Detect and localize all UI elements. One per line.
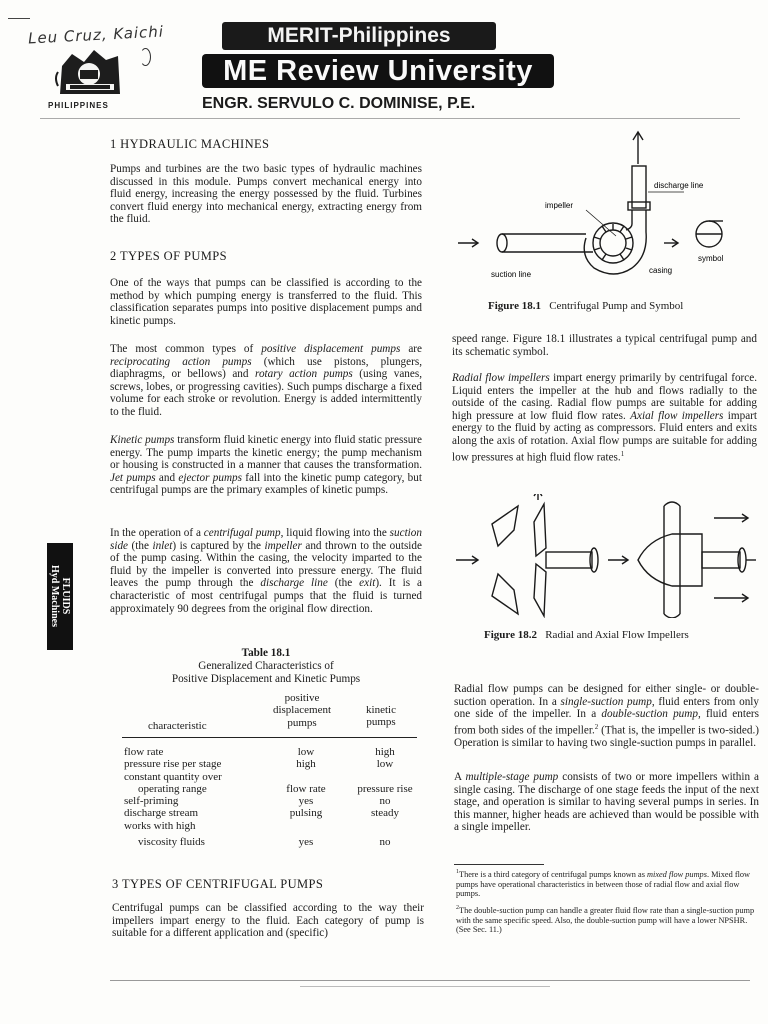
section-2-paragraph-2: The most common types of positive displacement pumps are reciprocating action pumps (which use pistons, plungers, diaphragms, or bellows) and rotary action pumps (using vanes, screws, lobes, or progressing cavities). Such pumps discharge a fixed volume for each stroke or revolution. Energy is added intermittently to the fluid.: [110, 343, 423, 418]
table-head-kinetic: kinetic pumps: [366, 704, 396, 729]
merit-logo-icon: [48, 44, 128, 100]
banner-main: ME Review University: [202, 54, 554, 88]
page-bottom-rule: [110, 980, 750, 981]
section-3-paragraph: Centrifugal pumps can be classified according to the way their impellers impart energy to the fluid. Each category of pump is suitable for a different application and (specific): [112, 902, 424, 940]
logo-caption: PHILIPPINES: [48, 101, 109, 110]
author-name: ENGR. SERVULO C. DOMINISE, P.E.: [202, 95, 476, 112]
fig1-label-casing: casing: [649, 266, 673, 275]
characteristics-table: [124, 746, 420, 848]
fig1-label-suction-line: suction line: [491, 270, 532, 279]
section-side-tab: [47, 543, 73, 650]
section-1-paragraph: Pumps and turbines are the two basic types of hydraulic machines discussed in this module. Pumps convert mechanical energy into fluid energy, increasing the energy possessed by the fluid. Turbines convert fluid energy into mechanical energy, extracting energy from the fluid.: [110, 163, 422, 226]
header-rule: [40, 118, 740, 119]
figure-18-2-impellers: [452, 494, 757, 618]
logo-loop-mark: [140, 48, 151, 66]
figure-18-1-centrifugal-pump: [448, 128, 748, 293]
table-row: works with high: [124, 819, 196, 832]
right-paragraph-1: speed range. Figure 18.1 illustrates a typical centrifugal pump and its schematic symbol.: [452, 333, 757, 358]
footnote-2: $^2$The double-suction pump can handle a greater fluid flow rate than a single-suction pump with the same specific speed. Also, the double-suction pump will have a lower NPSHR. (See Sec. 11.): [456, 905, 755, 935]
table-row: self-priming yes no: [124, 795, 391, 808]
table-title-line2: Positive Displacement and Kinetic Pumps: [171, 673, 361, 685]
figure-18-2-caption: Figure 18.2 Radial and Axial Flow Impellers: [484, 629, 689, 641]
table-row: viscosity fluids yes no: [138, 836, 391, 849]
fig1-label-symbol: symbol: [698, 254, 724, 263]
section-2-paragraph-1: One of the ways that pumps can be classified is according to the method by which pumping energy is transferred to the fluid. This classification separates pumps into positive displacement pumps and kinetic pumps.: [110, 277, 422, 327]
side-tab-line1: FLUIDS: [60, 577, 71, 615]
table-title-line1: Generalized Characteristics of: [198, 660, 334, 672]
table-head-characteristic: characteristic: [148, 720, 207, 732]
table-row: constant quantity over: [124, 770, 222, 783]
figure-18-1-caption: Figure 18.1 Centrifugal Pump and Symbol: [488, 300, 684, 312]
section-1-heading: 1 HYDRAULIC MACHINES: [110, 137, 270, 151]
table-head-positive-displacement: positive displacement pumps: [272, 692, 332, 729]
scan-mark: [8, 18, 30, 19]
table-rule: [122, 737, 417, 738]
fig1-label-discharge-line: discharge line: [654, 181, 704, 190]
table-caption: [110, 647, 422, 686]
footnote-rule: [454, 864, 544, 865]
section-2-paragraph-3: Kinetic pumps transform fluid kinetic energy into fluid static pressure energy. The pump imparts the kinetic energy; the pump mechanism or housing is constructed in a manner that causes the transformation. Jet pumps and ejector pumps fall into the kinetic pump category, but centrifugal pumps are the primary examples of kinetic pumps.: [110, 434, 422, 497]
scan-artifact-line: [300, 986, 550, 987]
banner-top: MERIT-Philippines: [222, 22, 496, 50]
right-paragraph-4: A multiple-stage pump consists of two or more impellers within a single casing. The discharge of one stage feeds the input of the next stage, and operation is similar to having several pumps in series. In this manner, higher heads are achieved than would be possible with a single impeller.: [454, 771, 760, 834]
table-row: operating range flow rate pressure rise: [138, 782, 413, 795]
fig1-label-impeller: impeller: [545, 201, 574, 210]
table-row: discharge stream pulsing steady: [124, 807, 400, 820]
section-2-heading: 2 TYPES OF PUMPS: [110, 249, 227, 263]
section-2-paragraph-4: In the operation of a centrifugal pump, liquid flowing into the suction side (the inlet) is captured by the impeller and thrown to the outside of the pump casing. Within the casing, the velocity imparted to the fluid by the impeller is converted into pressure energy. The fluid leaves the pump through the discharge line (the exit). It is a characteristic of most centrifugal pumps that the fluid is turned approximately 90 degrees from the original flow direction.: [110, 527, 422, 615]
right-paragraph-2: Radial flow impellers impart energy primarily by centrifugal force. Liquid enters the impeller at the hub and flows radially to the outside of the casing. Radial flow pumps are suitable for adding high pressure at low fluid flow rates. Axial flow impellers impart energy to the fluid by acting as compressors. Fluid enters and exits along the axis of rotation. Axial flow pumps are suitable for adding low pressures at high fluid flow rates.$^1$: [452, 372, 757, 464]
section-3-heading: 3 TYPES OF CENTRIFUGAL PUMPS: [112, 877, 324, 891]
table-label: Table 18.1: [241, 647, 291, 659]
footnote-1: $^1$There is a third category of centrifugal pumps known as mixed flow pumps. Mixed flow pumps have operational characteristics in between those of radial flow and axial flow pumps.: [456, 869, 751, 899]
right-paragraph-3: Radial flow pumps can be designed for either single- or double-suction operation. In a single-suction pump, fluid enters from only one side of the impeller. In a double-suction pump, fluid enters from both sides of the impeller.$^2$ (That is, the impeller is two-sided.) Operation is similar to having two single-suction pumps in parallel.: [454, 683, 759, 750]
table-row: flow rate low high: [124, 746, 395, 758]
side-tab-line2: Hyd Machines: [49, 565, 60, 627]
table-row: pressure rise per stage high low: [124, 758, 394, 771]
handwritten-note: Leu Cruz, Kaichi: [27, 22, 165, 48]
